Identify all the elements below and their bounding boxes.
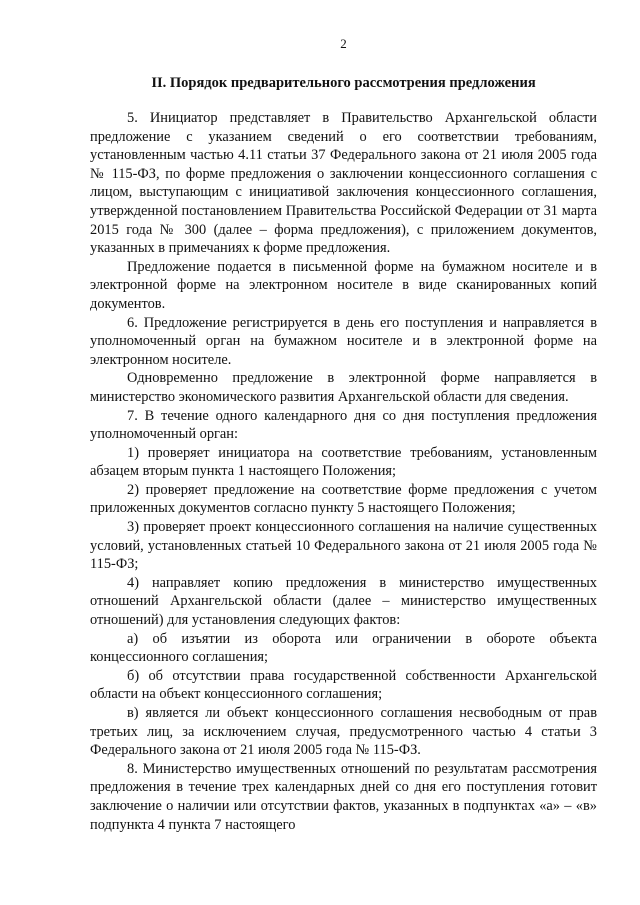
paragraph-7-item-2: 2) проверяет предложение на соответствие форме предложения с учетом приложенных документов согласно пункту 5 настоящего Положения; — [90, 481, 597, 517]
paragraph-6: 6. Предложение регистрируется в день его поступления и направляется в уполномоченный орган на бумажном носителе и в электронной форме на электронном носителе. — [90, 314, 597, 368]
paragraph-5: 5. Инициатор представляет в Правительство Архангельской области предложение с указанием сведений о его соответствии требованиям, установленным частью 4.11 статьи 37 Федерального закона от 21 июля 2005 года № 115-ФЗ, по форме предложения о заключении концессионного соглашения с лицом, выступающим с инициативой заключения концессионного соглашения, утвержденной постановлением Правительства Российской Федерации от 31 марта 2015 года № 300 (далее – форма предложения), с приложением документов, указанных в примечаниях к форме предложения. — [90, 110, 597, 257]
document-body — [90, 109, 597, 834]
paragraph-7-item-4: 4) направляет копию предложения в министерство имущественных отношений Архангельской области (далее – министерство имущественных отношений) для установления следующих фактов: — [90, 574, 597, 629]
paragraph-7-item-4-c: в) является ли объект концессионного соглашения несвободным от прав третьих лиц, за исключением случая, предусмотренного частью 4 статьи 3 Федерального закона от 21 июля 2005 года № 115-ФЗ. — [90, 705, 597, 759]
page-number: 2 — [340, 36, 347, 51]
paragraph-7-item-4-b: б) об отсутствии права государственной собственности Архангельской области на объект концессионного соглашения; — [90, 667, 597, 703]
paragraph-7-item-3: 3) проверяет проект концессионного соглашения на наличие существенных условий, установленных статьей 10 Федерального закона от 21 июля 2005 года № 115-ФЗ; — [90, 519, 597, 573]
paragraph-7: 7. В течение одного календарного дня со дня поступления предложения уполномоченный орган: — [90, 407, 597, 443]
paragraph-7-item-1: 1) проверяет инициатора на соответствие требованиям, установленным абзацем вторым пункта 1 настоящего Положения; — [90, 444, 597, 480]
paragraph-5-form: Предложение подается в письменной форме на бумажном носителе и в электронной форме на электронном носителе в виде сканированных копий документов. — [90, 258, 597, 312]
paragraph-6-simultaneous: Одновременно предложение в электронной форме направляется в министерство экономического развития Архангельской области для сведения. — [90, 370, 597, 405]
paragraph-8: 8. Министерство имущественных отношений по результатам рассмотрения предложения в течение трех календарных дней со дня его поступления готовит заключение о наличии или отсутствии фактов, указанных в подпунктах «а» – «в» подпункта 4 пункта 7 настоящего — [90, 760, 597, 833]
paragraph-7-item-4-a: а) об изъятии из оборота или ограничении в обороте объекта концессионного соглашения; — [90, 630, 597, 666]
document-page — [90, 36, 597, 834]
section-title: II. Порядок предварительного рассмотрения предложения — [151, 75, 536, 91]
